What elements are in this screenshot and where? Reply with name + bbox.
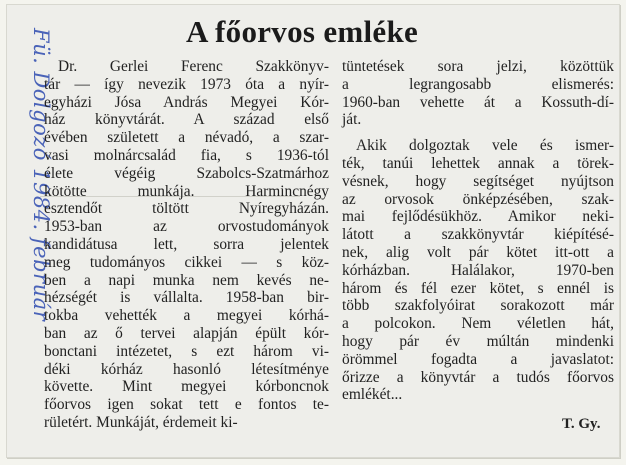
text-line: tár — így nevezik 1973 óta a nyír- [44,75,329,93]
text-line: több szakfolyóirat sorakozott már [342,297,614,315]
text-line: a legrangosabb elismerés: [342,75,614,93]
text-line: nek, alig volt pár kötet itt-ott a [342,243,614,261]
text-line: vésnek, hogy segítséget nyújtson [342,172,614,190]
text-line: hogy pár év múltán mindenki [342,332,614,350]
text-line: hézségét is vállalta. 1958-ban bir- [44,289,329,307]
text-line: kórházban. Halálakor, 1970-ben [342,261,614,279]
handwritten-annotation [14,24,53,424]
handwriting-svg [14,24,53,424]
text-line: örömmel fogadta a javaslatot: [342,350,614,368]
left-paragraph [44,58,329,432]
text-line: tokba vehették a megyei kórhá- [44,307,329,325]
text-line: kandidátusa lett, sorra jelentek [44,235,329,253]
paragraph-gap [342,129,614,137]
handwritten-note-text: Fü. Dolgozó 1984. február [29,28,53,322]
article-headline: A főorvos emléke [186,14,419,49]
text-line: a polcokon. Nem véletlen hát, [342,315,614,333]
text-line: követte. Mint megyei kórboncnok [44,378,329,396]
text-line: ban az ő tervei alapján épült kór- [44,324,329,342]
text-line: ték, tanúi lehettek annak a törek- [342,154,614,172]
text-line: mai fejlődésükhöz. Amikor neki- [342,208,614,226]
text-line: bonctani intézetet, s ezt három vi- [44,342,329,360]
text-line: egyházi Jósa András Megyei Kór- [44,93,329,111]
text-line: esztendőt töltött Nyíregyházán. [44,200,329,218]
text-line: Dr. Gerlei Ferenc Szakkönyv- [58,58,329,75]
text-line: kötötte munkája. Harmincnégy [44,182,329,200]
text-line: ját. [342,111,362,129]
text-line: vasi molnárcsalád fia, s 1936-tól [44,146,329,164]
text-line: déki kórház hasonló létesítménye [44,360,329,378]
text-line: Akik dolgoztak vele és ismer- [356,137,614,155]
text-line: rületért. Munkáját, érdemeit ki- [44,413,238,431]
text-line: évében született a névadó, a szar- [44,129,329,147]
article-column-left [44,58,329,432]
text-line: látott a szakkönyvtár kiépítésé- [342,226,614,244]
text-line: emlékét... [342,386,403,404]
text-line: tüntetések sora jelzi, közöttük [342,58,614,75]
text-line: 1953-ban az orvostudományok [44,218,329,236]
right-paragraph-2 [342,129,614,404]
text-line: főorvos igen sokat tett e fontos te- [44,396,329,414]
text-line: ház könyvtárát. A század első [44,111,329,129]
right-paragraph-1 [342,58,614,129]
text-line: három és fél ezer kötet, s ennél is [342,279,614,297]
text-line: meg tudományos cikkei — s köz- [44,253,329,271]
text-line: élete végéig Szabolcs-Szatmárhoz [44,164,329,182]
text-line: őrizze a könyvtár a tudós főorvos [342,368,614,386]
article-column-right [342,58,614,404]
text-line: 1960-ban vehette át a Kossuth-dí- [342,93,614,111]
author-signature: T. Gy. [562,416,601,432]
text-line: az orvosok önképzésében, szak- [342,190,614,208]
text-line: ben a napi munka nem kevés ne- [44,271,329,289]
